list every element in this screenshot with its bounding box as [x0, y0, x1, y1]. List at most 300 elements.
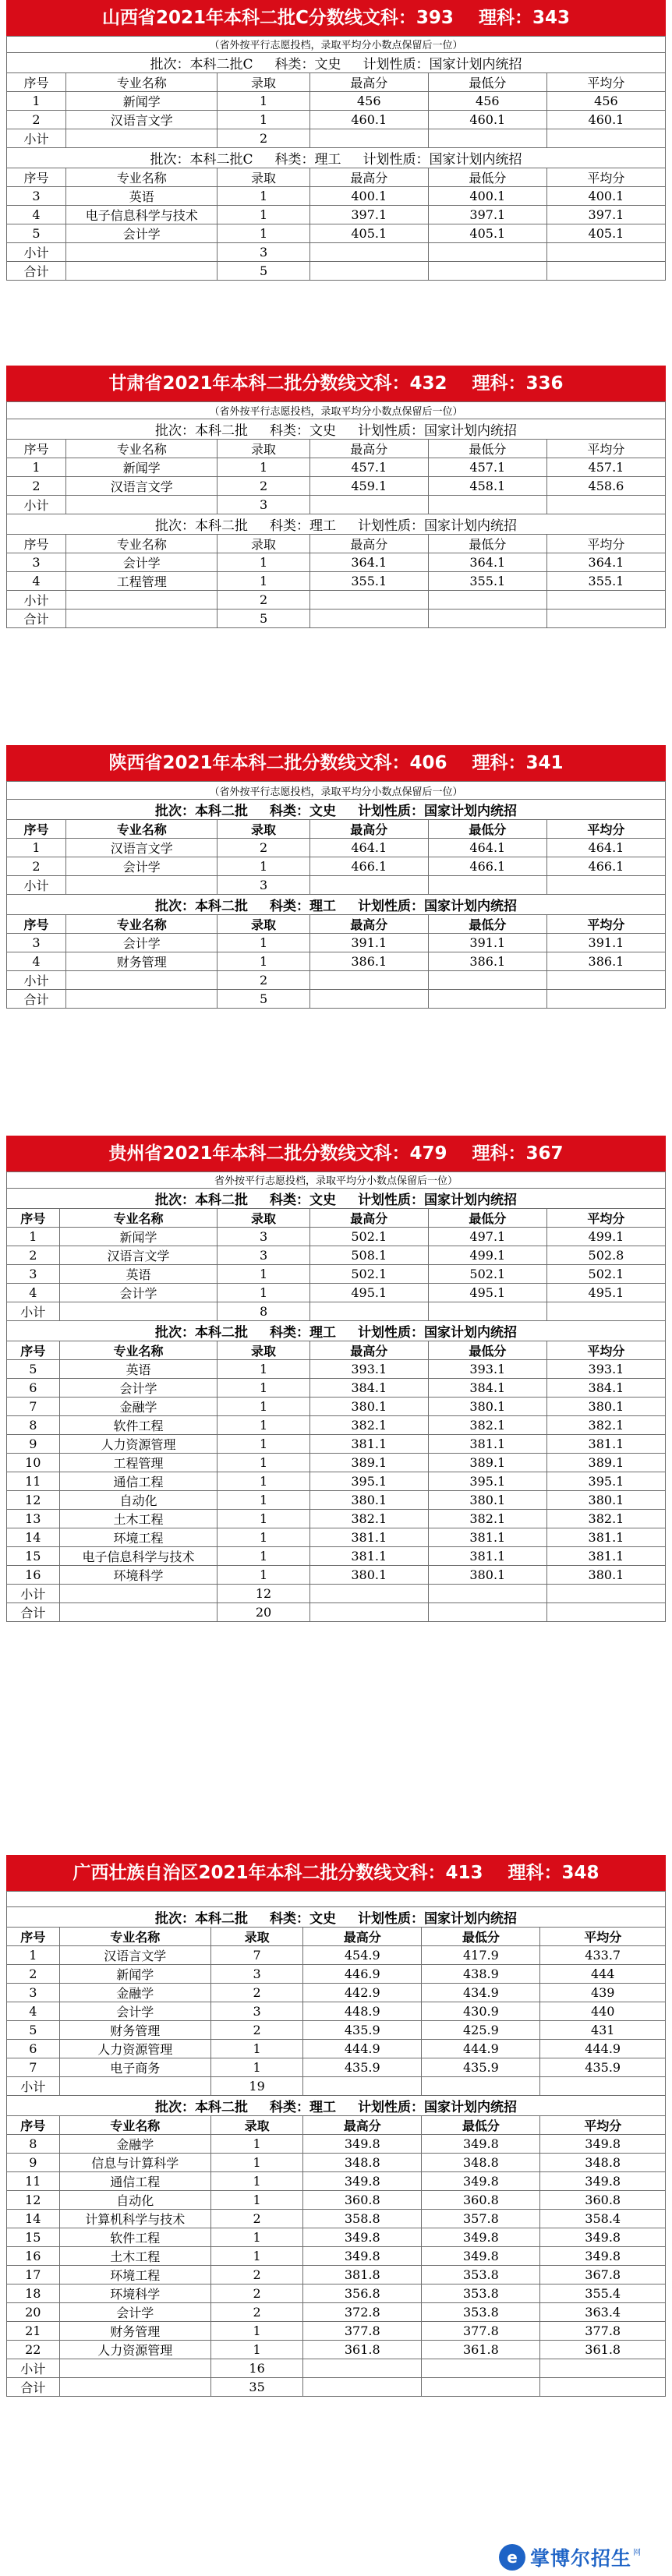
table-cell: 386.1 [309, 952, 428, 971]
type-value: 理工 [309, 518, 336, 534]
table-cell [303, 2377, 422, 2396]
column-header: 最高分 [309, 72, 428, 91]
column-header: 序号 [7, 820, 66, 839]
table-cell: 1 [218, 1378, 309, 1397]
score-block [6, 1855, 666, 2397]
subtotal-value: 3 [218, 876, 309, 895]
batch-row [7, 147, 666, 168]
table-cell: 349.8 [422, 2171, 540, 2190]
table-cell: 财务管理 [66, 952, 218, 971]
table-cell: 5 [7, 2020, 60, 2039]
table-cell: 386.1 [428, 952, 546, 971]
note-row [7, 782, 666, 800]
table-row [7, 2321, 666, 2340]
table-cell: 355.1 [546, 571, 665, 590]
table-row [7, 2265, 666, 2284]
table-cell: 380.1 [428, 1490, 546, 1509]
table-cell: 5 [7, 224, 66, 242]
type-value-group [270, 514, 336, 534]
table-cell: 2 [7, 110, 66, 129]
note-text: 省外按平行志愿投档，录取平均分小数点保留后一位） [7, 1172, 666, 1189]
table-cell: 349.8 [303, 2246, 422, 2265]
table-cell: 380.1 [428, 1565, 546, 1584]
table-cell: 466.1 [309, 857, 428, 876]
table-cell [66, 129, 218, 147]
table-cell: 395.1 [309, 1472, 428, 1490]
table-cell: 381.1 [546, 1528, 665, 1546]
table-cell [59, 1584, 218, 1602]
plan-value-group [363, 53, 522, 72]
batch-value: 本科二批 [195, 2099, 248, 2115]
total-row [7, 1602, 666, 1621]
table-cell: 7 [7, 1397, 60, 1415]
table-cell: 4 [7, 1283, 60, 1302]
table-row [7, 839, 666, 857]
table-cell: 自动化 [59, 1490, 218, 1509]
table-cell [540, 2377, 666, 2396]
table-cell: 457.1 [309, 458, 428, 476]
table-cell [422, 2359, 540, 2377]
type-value: 文史 [309, 804, 336, 820]
table-cell [428, 129, 546, 147]
column-header: 最高分 [309, 915, 428, 934]
note-text [7, 1892, 666, 1907]
batch-label: 批次： [155, 518, 195, 534]
column-header: 最低分 [422, 1927, 540, 1945]
table-row [7, 1565, 666, 1584]
plan-value-group [358, 1321, 517, 1341]
table-cell: 391.1 [309, 934, 428, 952]
table-cell: 15 [7, 2228, 60, 2246]
table-cell: 1 [210, 2039, 302, 2058]
column-header: 最低分 [428, 1208, 546, 1227]
table-cell: 电子信息科学与技术 [59, 1546, 218, 1565]
table-row [7, 110, 666, 129]
table-row [7, 1453, 666, 1472]
table-cell: 381.1 [428, 1528, 546, 1546]
column-header: 平均分 [546, 915, 665, 934]
plan-label: 计划性质： [358, 1192, 424, 1208]
type-value: 理工 [309, 2099, 336, 2115]
plan-label: 计划性质： [358, 518, 424, 534]
table-cell: 2 [7, 1964, 60, 1983]
column-header: 最低分 [428, 915, 546, 934]
type-label: 科类： [274, 56, 315, 72]
site-logo [499, 2542, 664, 2572]
table-cell [309, 590, 428, 609]
plan-label: 计划性质： [358, 422, 424, 439]
type-value-group [270, 1189, 336, 1208]
table-cell: 1 [218, 553, 309, 571]
table-cell: 466.1 [546, 857, 665, 876]
table-cell: 17 [7, 2265, 60, 2284]
type-value: 文史 [314, 56, 341, 72]
table-cell: 1 [210, 2228, 302, 2246]
table-cell: 364.1 [546, 553, 665, 571]
table-cell: 380.1 [309, 1565, 428, 1584]
table-cell: 502.8 [546, 1246, 665, 1264]
batch-row [7, 419, 666, 439]
table-cell: 金融学 [59, 2134, 210, 2153]
table-cell [428, 495, 546, 514]
subtotal-label: 小计 [7, 590, 66, 609]
table-cell: 349.8 [422, 2228, 540, 2246]
table-cell: 380.1 [546, 1397, 665, 1415]
subtotal-row [7, 971, 666, 990]
table-cell: 英语 [59, 1264, 218, 1283]
table-cell: 3 [7, 934, 66, 952]
column-header: 录取 [218, 534, 309, 553]
table-cell: 400.1 [428, 186, 546, 205]
batch-row [7, 895, 666, 915]
column-header: 最高分 [309, 1208, 428, 1227]
table-cell: 土木工程 [59, 2246, 210, 2265]
table-cell: 460.1 [309, 110, 428, 129]
column-header: 专业名称 [59, 1208, 218, 1227]
table-cell: 356.8 [303, 2284, 422, 2302]
table-cell: 1 [218, 1359, 309, 1378]
table-cell: 2 [7, 857, 66, 876]
plan-value: 国家计划内统招 [424, 804, 517, 820]
subtotal-value: 3 [218, 495, 309, 514]
table-cell: 457.1 [428, 458, 546, 476]
table-cell: 13 [7, 1509, 60, 1528]
table-cell: 英语 [59, 1359, 218, 1378]
table-row [7, 1490, 666, 1509]
score-block [6, 366, 666, 628]
header-row [7, 820, 666, 839]
table-cell: 349.8 [540, 2134, 666, 2153]
plan-value-group [358, 1189, 517, 1208]
column-header: 序号 [7, 915, 66, 934]
logo-text: 掌博尔招生 [530, 2547, 632, 2570]
table-cell: 382.1 [546, 1415, 665, 1434]
table-cell: 1 [218, 110, 309, 129]
table-cell: 442.9 [303, 1983, 422, 2002]
batch-row [7, 2095, 666, 2115]
table-cell: 9 [7, 2153, 60, 2171]
table-cell: 9 [7, 1434, 60, 1453]
table-cell: 380.1 [428, 1397, 546, 1415]
batch-value: 本科二批 [195, 518, 248, 534]
table-cell: 508.1 [309, 1246, 428, 1264]
table-cell: 395.1 [428, 1472, 546, 1490]
plan-label: 计划性质： [363, 151, 430, 168]
type-value-group [270, 1907, 336, 1927]
plan-label: 计划性质： [358, 2099, 424, 2115]
table-cell [66, 261, 218, 280]
score-block [6, 1136, 666, 1622]
note-text: （省外按平行志愿投档，录取平均分小数点保留后一位） [7, 37, 666, 53]
total-row [7, 990, 666, 1009]
table-row [7, 2058, 666, 2076]
table-row [7, 1246, 666, 1264]
table-cell: 1 [218, 1565, 309, 1584]
table-cell: 4 [7, 952, 66, 971]
block-title: 贵州省2021年本科二批分数线文科：479 理科：367 [6, 1136, 666, 1171]
plan-value: 国家计划内统招 [424, 422, 517, 439]
table-cell: 495.1 [309, 1283, 428, 1302]
table-cell [309, 129, 428, 147]
table-cell: 14 [7, 2209, 60, 2228]
table-cell: 1 [210, 2321, 302, 2340]
table-cell: 自动化 [59, 2190, 210, 2209]
table-row [7, 2302, 666, 2321]
table-row [7, 1546, 666, 1565]
table-row [7, 1472, 666, 1490]
table-cell [546, 1584, 665, 1602]
table-cell [309, 971, 428, 990]
column-header: 最高分 [309, 439, 428, 458]
batch-label: 批次： [155, 804, 195, 820]
table-cell: 2 [210, 2020, 302, 2039]
table-cell: 435.9 [303, 2020, 422, 2039]
column-header: 序号 [7, 1927, 60, 1945]
table-cell: 会计学 [66, 553, 218, 571]
table-cell [546, 609, 665, 627]
table-cell: 3 [218, 1246, 309, 1264]
table-cell: 363.4 [540, 2302, 666, 2321]
table-cell: 21 [7, 2321, 60, 2340]
table-cell: 431 [540, 2020, 666, 2039]
score-table [6, 1171, 666, 1622]
subtotal-label: 小计 [7, 129, 66, 147]
plan-value-group [358, 800, 517, 819]
table-row [7, 476, 666, 495]
table-cell [546, 1302, 665, 1320]
table-cell: 电子商务 [59, 2058, 210, 2076]
total-label: 合计 [7, 990, 66, 1009]
table-cell: 汉语言文学 [59, 1945, 210, 1964]
table-cell: 438.9 [422, 1964, 540, 1983]
column-header: 最高分 [303, 2115, 422, 2134]
batch-info [7, 419, 666, 439]
table-row [7, 2190, 666, 2209]
table-cell: 1 [218, 934, 309, 952]
table-cell: 497.1 [428, 1227, 546, 1246]
total-label: 合计 [7, 2377, 60, 2396]
column-header: 平均分 [546, 168, 665, 186]
batch-value-group [155, 895, 248, 914]
table-cell: 430.9 [422, 2002, 540, 2020]
table-cell: 381.1 [428, 1434, 546, 1453]
column-header: 专业名称 [66, 168, 218, 186]
type-value: 文史 [309, 422, 336, 439]
table-cell: 393.1 [546, 1359, 665, 1378]
table-cell: 381.1 [428, 1546, 546, 1565]
table-cell: 通信工程 [59, 1472, 218, 1490]
table-cell: 环境工程 [59, 1528, 218, 1546]
table-cell: 3 [218, 1227, 309, 1246]
table-cell: 360.8 [540, 2190, 666, 2209]
header-row [7, 439, 666, 458]
table-cell: 464.1 [309, 839, 428, 857]
column-header: 最高分 [309, 1341, 428, 1359]
table-row [7, 857, 666, 876]
subtotal-label: 小计 [7, 971, 66, 990]
batch-value-group [155, 1189, 248, 1208]
table-cell [428, 261, 546, 280]
table-cell [546, 1602, 665, 1621]
score-block [6, 0, 666, 281]
table-row [7, 1528, 666, 1546]
table-cell: 20 [7, 2302, 60, 2321]
table-row [7, 458, 666, 476]
table-cell: 1 [7, 458, 66, 476]
table-cell: 1 [218, 1528, 309, 1546]
column-header: 录取 [218, 915, 309, 934]
column-header: 序号 [7, 2115, 60, 2134]
type-label: 科类： [270, 1192, 309, 1208]
table-cell: 汉语言文学 [66, 110, 218, 129]
table-cell: 348.8 [422, 2153, 540, 2171]
table-cell [309, 1602, 428, 1621]
plan-value-group [358, 419, 517, 439]
column-header: 最低分 [428, 168, 546, 186]
table-cell: 444 [540, 1964, 666, 1983]
table-cell: 5 [7, 1359, 60, 1378]
table-cell: 1 [210, 2134, 302, 2153]
table-row [7, 1964, 666, 1983]
batch-info [7, 147, 666, 168]
table-cell: 通信工程 [59, 2171, 210, 2190]
table-cell: 人力资源管理 [59, 1434, 218, 1453]
table-cell [422, 2076, 540, 2095]
table-row [7, 1264, 666, 1283]
type-value-group [275, 53, 341, 72]
table-row [7, 1378, 666, 1397]
column-header: 录取 [218, 168, 309, 186]
table-row [7, 2020, 666, 2039]
table-cell: 工程管理 [59, 1453, 218, 1472]
header-row [7, 2115, 666, 2134]
table-cell: 355.1 [309, 571, 428, 590]
table-cell: 456 [546, 91, 665, 110]
score-block [6, 745, 666, 1009]
batch-value-group [150, 53, 253, 72]
column-header: 序号 [7, 72, 66, 91]
table-cell: 2 [210, 2265, 302, 2284]
table-cell: 389.1 [428, 1453, 546, 1472]
table-cell: 土木工程 [59, 1509, 218, 1528]
plan-value: 国家计划内统招 [424, 518, 517, 534]
note-row [7, 1892, 666, 1907]
table-cell: 工程管理 [66, 571, 218, 590]
subtotal-label: 小计 [7, 2076, 60, 2095]
table-cell: 372.8 [303, 2302, 422, 2321]
batch-value: 本科二批 [195, 1910, 248, 1927]
table-cell: 人力资源管理 [59, 2039, 210, 2058]
subtotal-row [7, 242, 666, 261]
table-cell: 1 [7, 91, 66, 110]
table-cell [428, 1602, 546, 1621]
type-label: 科类： [270, 1910, 309, 1927]
subtotal-value: 2 [218, 129, 309, 147]
table-row [7, 952, 666, 971]
batch-info [7, 2095, 666, 2115]
type-value-group [270, 419, 336, 439]
batch-value: 本科二批C [189, 56, 253, 72]
table-row [7, 553, 666, 571]
batch-value: 本科二批 [195, 899, 248, 915]
table-cell: 7 [210, 1945, 302, 1964]
table-cell: 3 [7, 186, 66, 205]
table-cell: 环境科学 [59, 2284, 210, 2302]
column-header: 录取 [218, 1208, 309, 1227]
plan-value-group [358, 514, 517, 534]
batch-label: 批次： [155, 1910, 195, 1927]
table-cell: 信息与计算科学 [59, 2153, 210, 2171]
table-cell: 1 [218, 224, 309, 242]
column-header: 专业名称 [66, 534, 218, 553]
table-cell: 459.1 [309, 476, 428, 495]
table-cell: 355.4 [540, 2284, 666, 2302]
plan-value: 国家计划内统招 [424, 899, 517, 915]
table-cell: 456 [428, 91, 546, 110]
table-row [7, 1434, 666, 1453]
table-cell: 6 [7, 1378, 60, 1397]
table-cell [546, 971, 665, 990]
block-title: 山西省2021年本科二批C分数线文科：393 理科：343 [6, 0, 666, 36]
table-cell [66, 876, 218, 895]
table-cell: 1 [210, 2153, 302, 2171]
table-cell: 2 [7, 1246, 60, 1264]
table-cell: 349.8 [540, 2246, 666, 2265]
table-cell [546, 876, 665, 895]
table-row [7, 571, 666, 590]
plan-label: 计划性质： [358, 899, 424, 915]
column-header: 平均分 [546, 534, 665, 553]
table-cell: 会计学 [59, 2002, 210, 2020]
table-cell: 349.8 [303, 2134, 422, 2153]
batch-row [7, 52, 666, 72]
batch-label: 批次： [150, 151, 190, 168]
batch-info [7, 52, 666, 72]
type-label: 科类： [270, 1324, 309, 1341]
table-cell: 汉语言文学 [66, 839, 218, 857]
table-cell: 1 [210, 2190, 302, 2209]
table-row [7, 205, 666, 224]
table-cell: 381.1 [309, 1546, 428, 1565]
block-title: 广西壮族自治区2021年本科二批分数线文科：413 理科：348 [6, 1855, 666, 1891]
column-header: 最低分 [428, 439, 546, 458]
header-row [7, 1927, 666, 1945]
table-cell: 393.1 [428, 1359, 546, 1378]
column-header: 录取 [218, 1341, 309, 1359]
batch-value-group [155, 419, 248, 439]
plan-value: 国家计划内统招 [424, 2099, 517, 2115]
column-header: 录取 [218, 820, 309, 839]
table-cell [428, 242, 546, 261]
column-header: 专业名称 [59, 1927, 210, 1945]
plan-value: 国家计划内统招 [424, 1910, 517, 1927]
table-cell: 1 [218, 857, 309, 876]
batch-value: 本科二批 [195, 804, 248, 820]
column-header: 序号 [7, 168, 66, 186]
table-cell: 348.8 [303, 2153, 422, 2171]
table-row [7, 2228, 666, 2246]
table-cell [428, 609, 546, 627]
subtotal-label: 小计 [7, 495, 66, 514]
total-value: 5 [218, 609, 309, 627]
table-cell: 495.1 [546, 1283, 665, 1302]
batch-value-group [150, 148, 253, 168]
type-label: 科类： [270, 2099, 309, 2115]
table-cell: 1 [218, 1453, 309, 1472]
table-cell [66, 590, 218, 609]
table-cell: 18 [7, 2284, 60, 2302]
table-cell: 3 [210, 1964, 302, 1983]
